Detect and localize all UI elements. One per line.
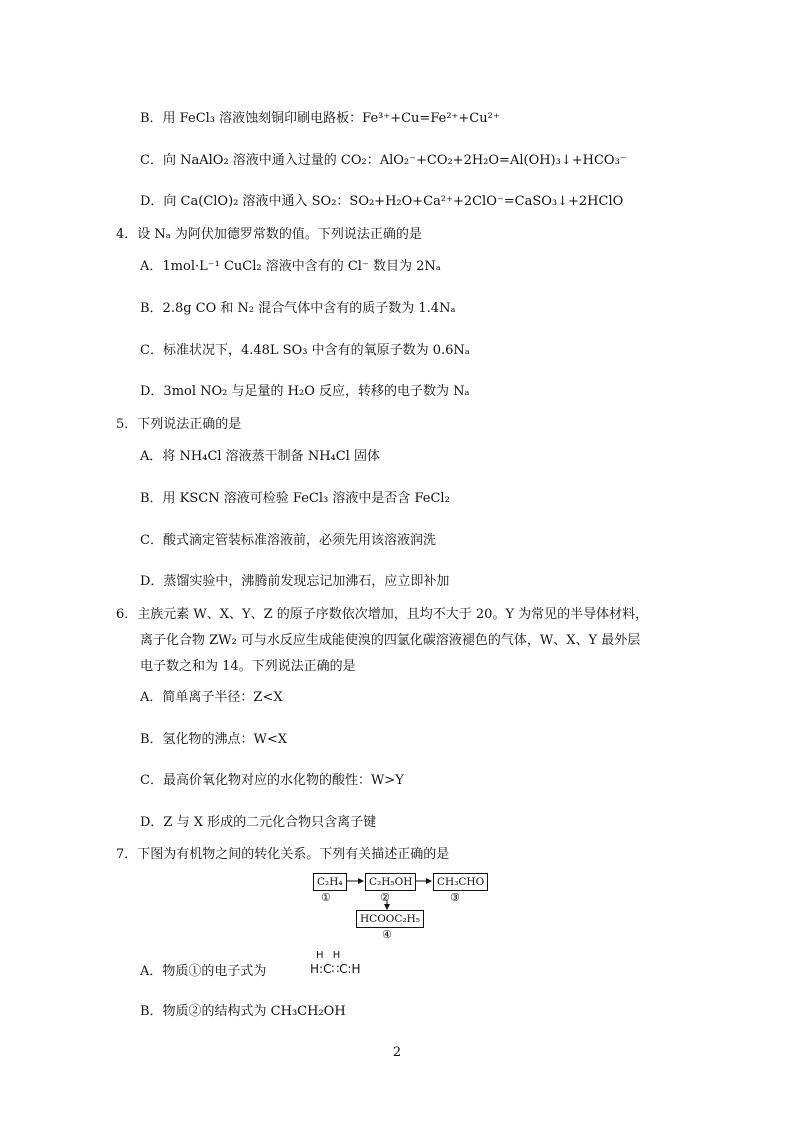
- compound-4-number: ④: [382, 928, 392, 941]
- q3-option-d: D．向 Ca(ClO)₂ 溶液中通入 SO₂：SO₂+H₂O+Ca²⁺+2ClO⁻=CaSO₃↓+2HClO: [140, 194, 624, 209]
- q5-option-c: C．酸式滴定管装标准溶液前，必须先用该溶液润洗: [140, 533, 436, 548]
- reaction-diagram: [300, 868, 510, 942]
- q4-option-c: C．标准状况下，4.48L SO₃ 中含有的氧原子数为 0.6Nₐ: [140, 343, 470, 358]
- compound-3-box: [433, 873, 488, 891]
- compound-1-number: ①: [321, 891, 331, 904]
- q4-option-d: D．3mol NO₂ 与足量的 H₂O 反应，转移的电子数为 Nₐ: [140, 384, 470, 399]
- q5-option-b: B．用 KSCN 溶液可检验 FeCl₃ 溶液中是否含 FeCl₂: [140, 491, 450, 506]
- compound-4-label: HCOOC₂H₅: [360, 913, 421, 925]
- compound-2-number: ②: [380, 891, 390, 904]
- compound-4-box: [356, 910, 424, 928]
- compound-2-box: [365, 873, 416, 891]
- page-number: 2: [392, 1045, 402, 1060]
- q3-option-c: C．向 NaAlO₂ 溶液中通入过量的 CO₂：AlO₂⁻+CO₂+2H₂O=Al(OH)₃↓+HCO₃⁻: [140, 153, 627, 168]
- q6-stem-line3: 电子数之和为 14。下列说法正确的是: [140, 659, 356, 674]
- q6-option-b: B．氢化物的沸点：W<X: [140, 732, 288, 747]
- compound-3-number: ③: [450, 891, 460, 904]
- lewis-top-hydrogens: H H: [316, 950, 344, 961]
- q6-option-d: D．Z 与 X 形成的二元化合物只含离子键: [140, 815, 377, 830]
- q7-stem: 7．下图为有机物之间的转化关系。下列有关描述正确的是: [116, 847, 450, 862]
- q4-option-b: B．2.8g CO 和 N₂ 混合气体中含有的质子数为 1.4Nₐ: [140, 301, 456, 316]
- q4-stem: 4．设 Nₐ 为阿伏加德罗常数的值。下列说法正确的是: [116, 227, 422, 242]
- compound-2-label: C₂H₅OH: [369, 876, 413, 888]
- q7-option-b: B．物质②的结构式为 CH₃CH₂OH: [140, 1004, 346, 1019]
- q7-option-a: A．物质①的电子式为: [140, 964, 267, 979]
- q6-option-a: A．简单离子半径：Z<X: [140, 690, 283, 705]
- q5-stem: 5．下列说法正确的是: [116, 417, 242, 432]
- compound-1-label: C₂H₄: [317, 876, 343, 888]
- q5-option-d: D．蒸馏实验中，沸腾前发现忘记加沸石，应立即补加: [140, 574, 450, 589]
- q6-stem-line1: 6．主族元素 W、X、Y、Z 的原子序数依次增加，且均不大于 20。Y 为常见的半导体材料，: [116, 607, 649, 622]
- lewis-main-row: H:C∷C:H: [310, 962, 361, 976]
- q4-option-a: A．1mol·L⁻¹ CuCl₂ 溶液中含有的 Cl⁻ 数目为 2Nₐ: [140, 259, 441, 274]
- q5-option-a: A．将 NH₄Cl 溶液蒸干制备 NH₄Cl 固体: [140, 449, 380, 464]
- compound-3-label: CH₃CHO: [437, 876, 485, 888]
- q3-option-b: B．用 FeCl₃ 溶液蚀刻铜印刷电路板：Fe³⁺+Cu=Fe²⁺+Cu²⁺: [140, 111, 500, 126]
- q6-option-c: C．最高价氧化物对应的水化物的酸性：W>Y: [140, 773, 404, 788]
- compound-1-box: [313, 873, 347, 891]
- q6-stem-line2: 离子化合物 ZW₂ 可与水反应生成能使溴的四氯化碳溶液褪色的气体，W、X、Y 最外层: [140, 633, 641, 648]
